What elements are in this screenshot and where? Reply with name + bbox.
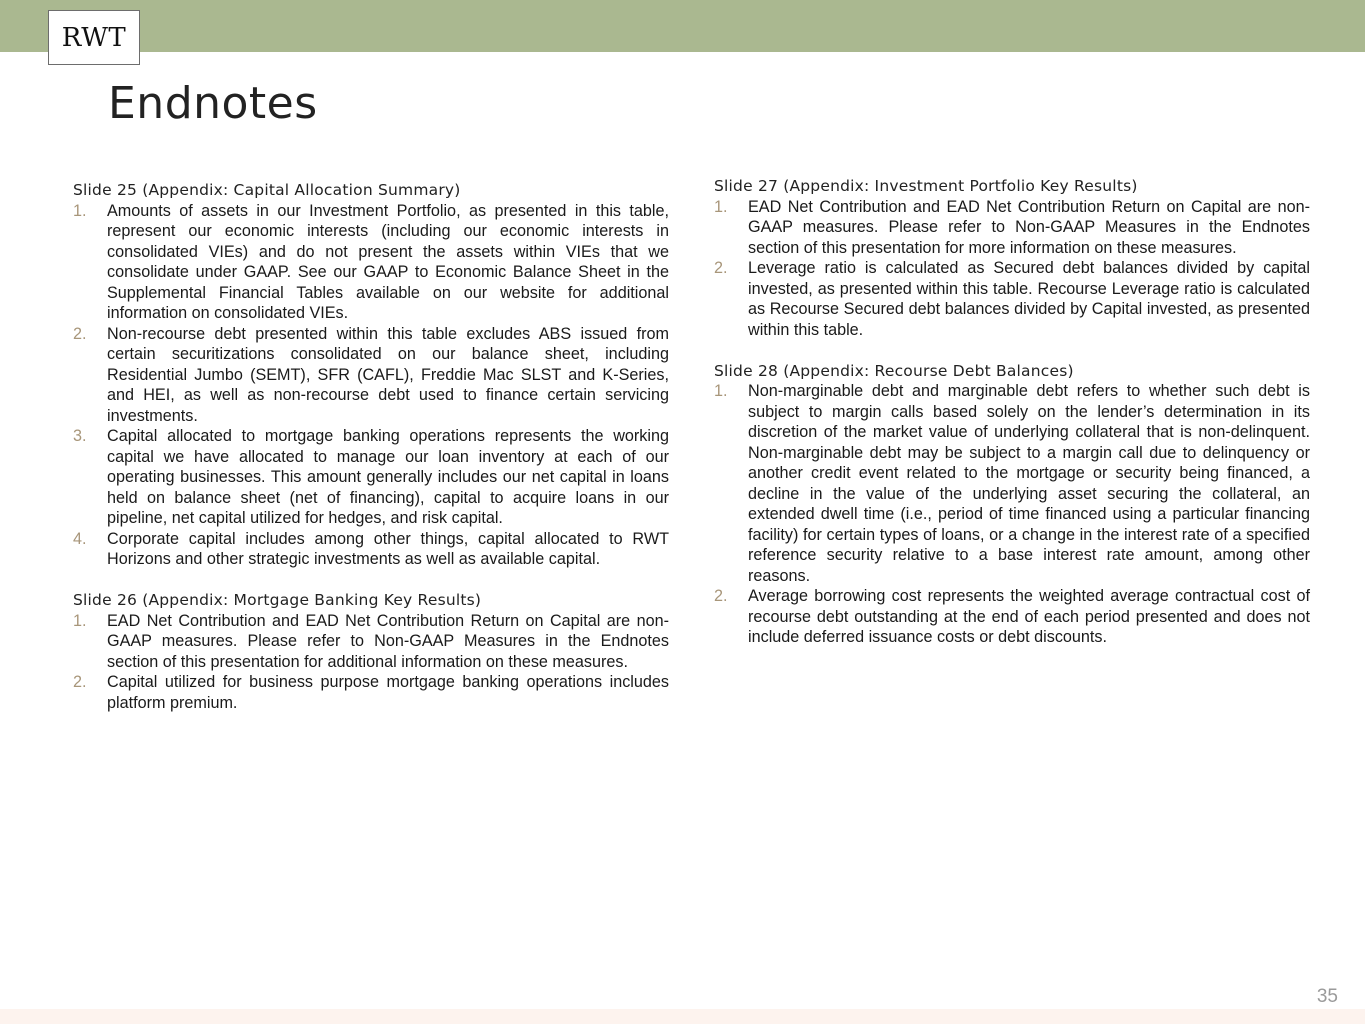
section-heading: Slide 27 (Appendix: Investment Portfolio Key Results) <box>714 177 1138 195</box>
endnote-section-slide-28 <box>714 361 1310 648</box>
endnote-number: 3. <box>73 427 87 445</box>
endnote-item <box>73 529 669 570</box>
endnote-text: Average borrowing cost represents the weighted average contractual cost of recourse debt outstanding at the end of each period presented and does not include deferred issuance costs or debt discounts. <box>748 587 1310 646</box>
endnote-item <box>73 426 669 529</box>
header-band <box>0 0 1365 52</box>
endnote-section-slide-26 <box>73 590 669 713</box>
endnote-text: EAD Net Contribution and EAD Net Contribution Return on Capital are non-GAAP measures. Please refer to Non-GAAP Measures in the Endnotes section of this presentation for more information on these measures. <box>748 197 1310 257</box>
endnote-number: 1. <box>714 382 728 400</box>
section-heading: Slide 25 (Appendix: Capital Allocation Summary) <box>73 181 461 199</box>
right-column <box>714 176 1310 648</box>
endnote-item <box>73 201 669 324</box>
endnote-list <box>714 381 1310 648</box>
page-number: 35 <box>1316 986 1338 1007</box>
endnote-number: 2. <box>73 324 87 343</box>
endnote-text: Capital allocated to mortgage banking operations represents the working capital we have allocated to manage our loan inventory at each of our operating businesses. This amount generally includes our net capital in loans held on balance sheet (net of financing), capital to acquire loans in our pipeline, net capital utilized for hedges, and risk capital. <box>107 427 669 527</box>
endnote-text: EAD Net Contribution and EAD Net Contribution Return on Capital are non-GAAP measures. Please refer to Non-GAAP Measures in the Endnotes section of this presentation for additional information on these measures. <box>107 611 669 671</box>
endnote-number: 2. <box>73 673 87 691</box>
endnote-item <box>73 611 669 673</box>
endnote-item <box>73 324 669 427</box>
company-logo: RWT <box>48 10 140 65</box>
endnote-text: Capital utilized for business purpose mortgage banking operations includes platform premium. <box>107 673 669 712</box>
endnote-text: Corporate capital includes among other things, capital allocated to RWT Horizons and other strategic investments as well as available capital. <box>107 529 669 568</box>
endnote-list <box>73 611 669 714</box>
section-heading: Slide 26 (Appendix: Mortgage Banking Key Results) <box>73 591 482 609</box>
endnote-item <box>714 258 1310 340</box>
endnote-number: 2. <box>714 587 728 605</box>
endnote-item <box>73 672 669 713</box>
page-title: Endnotes <box>108 78 318 129</box>
endnote-list <box>73 201 669 570</box>
endnote-text: Amounts of assets in our Investment Portfolio, as presented in this table, represent our economic interests (including our economic interests in consolidated VIEs) and do not present the assets within VIEs that we consolidate under GAAP. See our GAAP to Economic Balance Sheet in the Supplemental Financial Tables available on our website for additional information on consolidated VIEs. <box>107 201 669 322</box>
endnote-item <box>714 381 1310 586</box>
left-column <box>73 180 669 713</box>
endnote-number: 1. <box>73 611 87 630</box>
endnote-number: 1. <box>73 201 87 220</box>
endnote-item <box>714 197 1310 259</box>
endnote-number: 1. <box>714 197 728 216</box>
endnote-section-slide-27 <box>714 176 1310 340</box>
endnote-number: 4. <box>73 529 87 548</box>
endnote-item <box>714 586 1310 648</box>
endnote-section-slide-25 <box>73 180 669 570</box>
endnote-text: Leverage ratio is calculated as Secured debt balances divided by capital invested, as presented within this table. Recourse Leverage ratio is calculated as Recourse Secured debt balances divided by Capital invested, as presented within this table. <box>748 259 1310 339</box>
footer-band <box>0 1009 1365 1024</box>
section-heading: Slide 28 (Appendix: Recourse Debt Balances) <box>714 361 1074 380</box>
endnote-text: Non-marginable debt and marginable debt refers to whether such debt is subject to margin calls based solely on the lender’s determination in its discretion of the market value of underlying collateral that is non-delinquent. Non-marginable debt may be subject to a margin call due to delinquency or another credit event related to the mortgage or security being financed, a decline in the value of the underlying asset securing the collateral, an extended dwell time (i.e., period of time financed using a particular financing facility) for certain types of loans, or a change in the interest rate of a specified reference security relative to a base interest rate amount, among other reasons. <box>748 382 1310 585</box>
endnote-text: Non-recourse debt presented within this table excludes ABS issued from certain securitizations consolidated on our balance sheet, including Residential Jumbo (SEMT), SFR (CAFL), Freddie Mac SLST and K-Series, and HEI, as well as non-recourse debt used to finance certain servicing investments. <box>107 324 669 425</box>
endnote-list <box>714 197 1310 341</box>
endnote-number: 2. <box>714 259 728 277</box>
